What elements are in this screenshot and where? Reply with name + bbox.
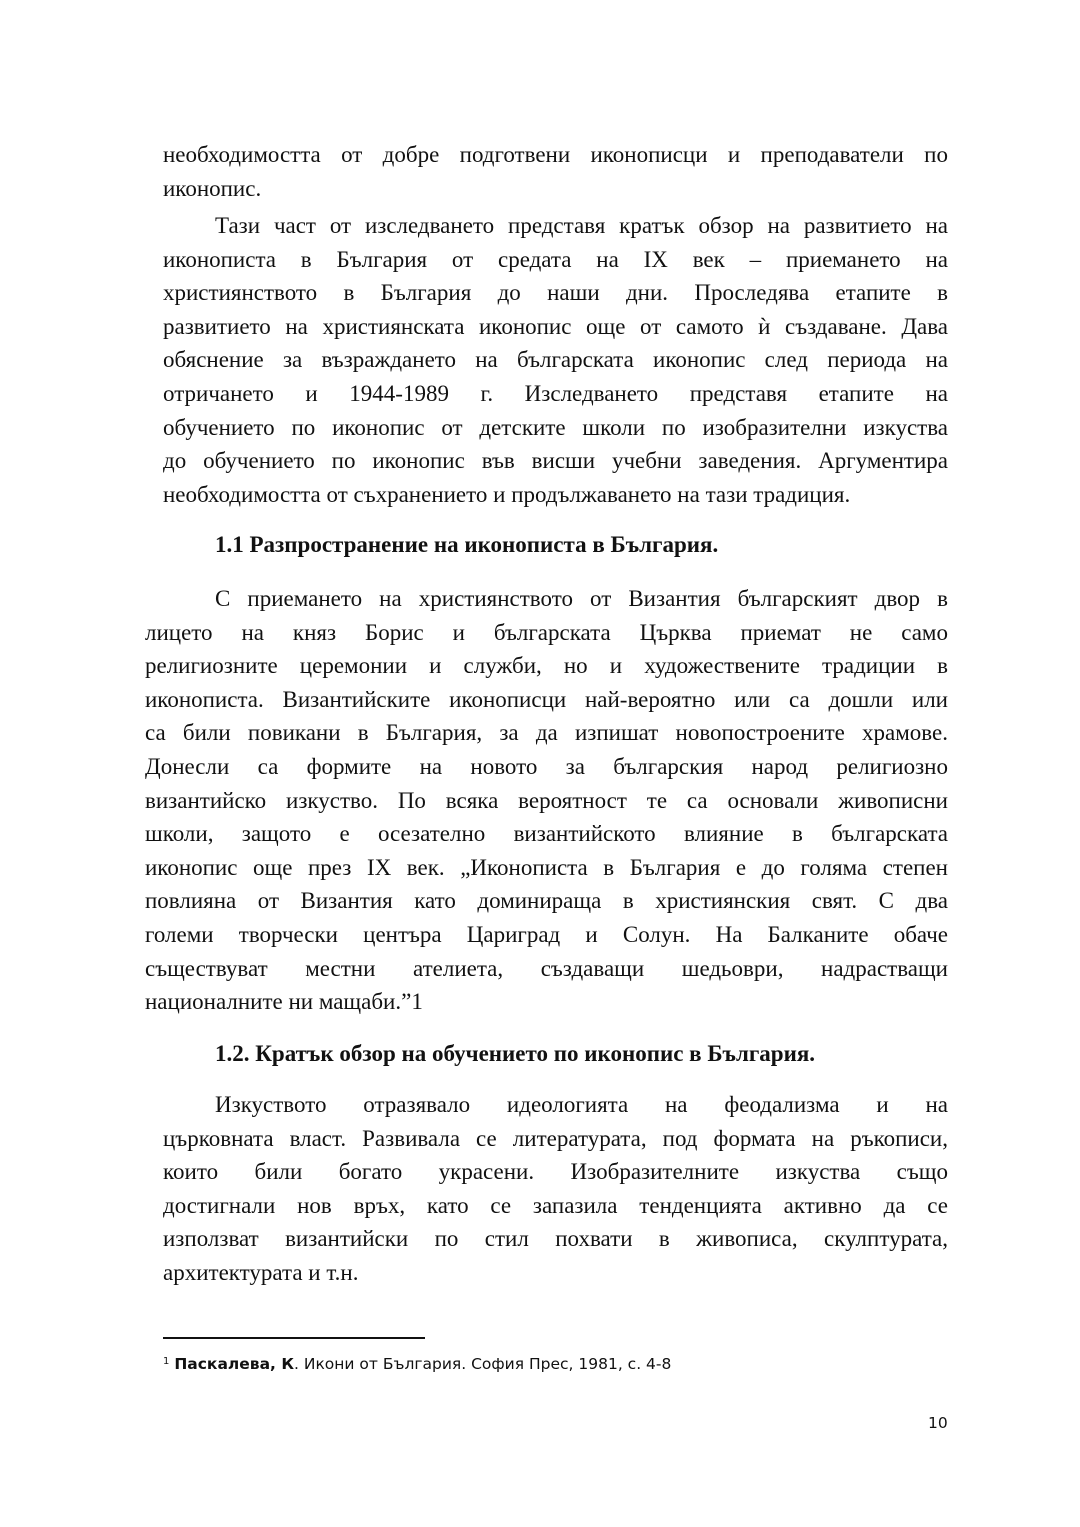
- paragraph-1-line: необходимостта от добре подготвени иконописци и преподаватели по: [163, 142, 948, 167]
- paragraph-3-line: С приемането на християнството от Византия българският двор в: [215, 586, 948, 611]
- paragraph-2-line: християнството в България до наши дни. Проследява етапите в: [163, 280, 948, 306]
- paragraph-2-line: иконописта в България от средата на IX век – приемането на: [163, 246, 948, 272]
- paragraph-2-line: отричането и 1944-1989 г. Изследването представя етапите на: [163, 381, 948, 406]
- paragraph-3-line: византийско изкуство. По всяка вероятност те са основали живописни: [145, 787, 948, 813]
- footnote-separator: [163, 1337, 425, 1339]
- section-heading-1-1: 1.1 Разпространение на иконописта в България.: [215, 532, 719, 557]
- page-number: 10: [928, 1414, 948, 1432]
- paragraph-3-line: иконописта. Византийските иконописци най-вероятно или са дошли или: [145, 686, 948, 712]
- paragraph-2-line: обяснение за възраждането на българската иконопис след периода на: [163, 347, 948, 373]
- paragraph-2-line: обучението по иконопис от детските школи по изобразителни изкуства: [163, 414, 948, 440]
- paragraph-2-line: до обучението по иконопис във висши учебни заведения. Аргументира: [163, 448, 948, 474]
- paragraph-3-line: Донесли са формите на новото за българския народ религиозно: [145, 754, 948, 779]
- section-heading-1-2: 1.2. Кратък обзор на обучението по иконопис в България.: [215, 1041, 816, 1066]
- paragraph-2-line: Тази част от изследването представя кратък обзор на развитието на: [215, 213, 948, 238]
- paragraph-3-line: повлияна от Византия като доминираща в християнския свят. С два: [145, 888, 948, 914]
- paragraph-4-line: които били богато украсени. Изобразителните изкуства също: [163, 1159, 948, 1185]
- paragraph-2-line: развитието на християнската иконопис още от самото ѝ създаване. Дава: [163, 313, 948, 339]
- footnote-text: . Икони от България. София Прес, 1981, с. 4-8: [294, 1355, 672, 1373]
- footnote-author: Паскалева, К: [174, 1355, 294, 1373]
- footnote: [163, 1351, 671, 1375]
- footnote-number: 1: [163, 1356, 170, 1367]
- paragraph-2-line: необходимостта от съхранението и продължаването на тази традиция.: [163, 481, 851, 507]
- paragraph-3-line: религиозните церемонии и служби, но и художествените традиции в: [145, 653, 948, 679]
- paragraph-4-line: архитектурата и т.н.: [163, 1260, 359, 1285]
- paragraph-3-line: лицето на княз Борис и българската Църква приемат не само: [145, 619, 948, 645]
- paragraph-3-line: школи, защото е осезателно византийското влияние в българската: [145, 821, 948, 847]
- paragraph-4-line: Изкуството отразявало идеологията на феодализма и на: [215, 1092, 948, 1117]
- paragraph-4-line: църковната власт. Развивала се литературата, под формата на ръкописи,: [163, 1125, 948, 1151]
- paragraph-3-line: са били повикани в България, за да изпишат новопостроените храмове.: [145, 720, 948, 746]
- paragraph-3-line: иконопис още през IX век. „Иконописта в България е до голяма степен: [145, 854, 948, 880]
- paragraph-4-line: достигнали нов връх, като се запазила тенденцията активно да се: [163, 1192, 948, 1218]
- paragraph-3-line: големи творчески центъра Цариград и Солун. На Балканите обаче: [145, 922, 948, 947]
- paragraph-4-line: използват византийски по стил похвати в живописа, скулптурата,: [163, 1226, 948, 1252]
- paragraph-3-line: съществуват местни ателиета, създаващи шедьоври, надрастващи: [145, 955, 948, 981]
- paragraph-3-line: националните ни мащаби.”1: [145, 989, 423, 1015]
- paragraph-1-line: иконопис.: [163, 175, 262, 201]
